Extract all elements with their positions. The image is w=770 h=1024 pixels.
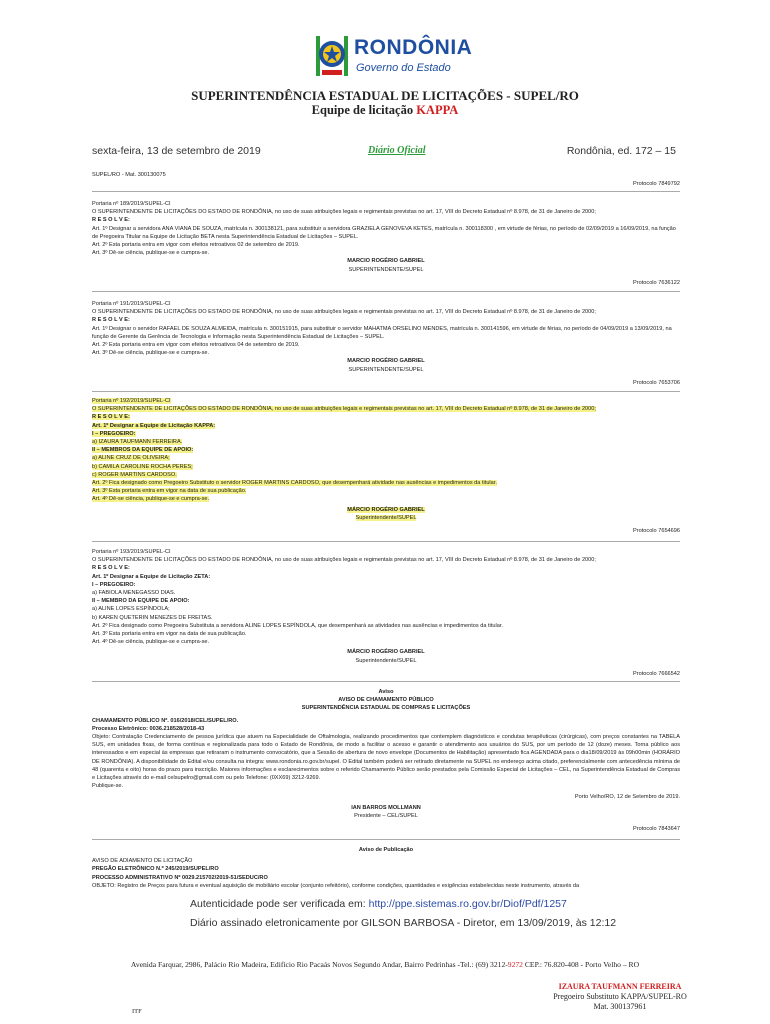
art4: Art. 4º Dê-se ciência, publique-se e cumpra-se. — [92, 496, 210, 503]
objeto: OBJETO: Registro de Preços para futura e eventual aquisição de mobiliário escolar (conjunto refeitório), conforme condições, quantidades e exigências estabelecidas neste instrumento, através da — [92, 882, 580, 889]
signature-role: Pregoeiro Substituto KAPPA/SUPEL-RO — [553, 992, 687, 1001]
page-initials: ITF — [132, 1008, 142, 1015]
signer-role: SUPERINTENDENTE/SUPEL — [348, 366, 424, 373]
pregao-number: PREGÃO ELETRÔNICO N.º 245/2019/SUPEL/RO — [92, 866, 219, 873]
art3: Art. 3º Esta portaria entra em vigor na data de sua publicação. — [92, 488, 247, 495]
divider — [92, 191, 680, 192]
portaria-number: Portaria nº 193/2019/SUPEL-CI — [92, 549, 171, 555]
signature-block — [500, 982, 740, 1012]
publique: Publique-se. — [92, 783, 124, 790]
art1: Art. 1º Designar a Equipe de Licitação KAPPA: — [92, 422, 216, 429]
portaria-number: Portaria nº 189/2019/SUPEL-CI — [92, 201, 171, 207]
preamble: O SUPERINTENDENTE DE LICITAÇÕES DO ESTADO DE RONDÔNIA, no uso de suas atribuições legais e regimentais previstas no art. 17, VIII do Decreto Estadual nº 8.978, de 31 de Janeiro de 2000; — [92, 557, 596, 564]
place-date: Porto Velho/RO, 12 de Setembro de 2019. — [574, 794, 680, 801]
pregoeiro-heading: I – PREGOEIRO: — [92, 430, 136, 437]
processo-number: PROCESSO ADMINISTRATIVO Nº 0029.215702/2019-51/SEDUC/RO — [92, 874, 268, 881]
signer: IAN BARROS MOLLMANN — [351, 804, 421, 811]
art3: Art. 3º Esta portaria entra em vigor na data de sua publicação. — [92, 631, 247, 638]
address-part-a: Avenida Farquar, 2986, Palácio Rio Madeira, Edifício Rio Pacaás Novos Segundo Andar, Bairro Pedrinhas -Tel.: (69) 3212- — [130, 960, 508, 969]
resolve: R E S O L V E: — [92, 565, 130, 572]
portaria-192-kappa — [92, 397, 680, 535]
preamble: O SUPERINTENDENTE DE LICITAÇÕES DO ESTADO DE RONDÔNIA, no uso de suas atribuições legais e regimentais previstas no art. 17, VIII do Decreto Estadual nº 8.978, de 31 de Janeiro de 2000; — [92, 309, 596, 316]
logo-name: RONDÔNIA — [354, 36, 473, 59]
pregoeiro: a) IZAURA TAUFMANN FERREIRA. — [92, 439, 183, 446]
portaria-number: Portaria nº 191/2019/SUPEL-CI — [92, 301, 171, 307]
portaria-189 — [92, 200, 680, 287]
art2: Art. 2º Fica designado como Pregoeira Substituta a servidora ALINE LOPES ESPÍNDOLA, que desempenhará as atividades nas ausências e impedimentos da titular. — [92, 622, 503, 629]
portaria-193-zeta — [92, 548, 680, 678]
signer-role: Superintendente/SUPEL — [355, 514, 417, 521]
doe-title: Diário Oficial — [368, 145, 426, 156]
subtitle-highlight: KAPPA — [416, 103, 459, 117]
protocol: Protocolo 7666542 — [633, 670, 680, 677]
membro-1: a) ALINE CRUZ DE OLIVEIRA; — [92, 455, 170, 462]
doe-origin: SUPEL/RO - Mat. 300130075 — [92, 172, 166, 178]
resolve: R E S O L V E: — [92, 414, 130, 421]
signer-role: Presidente – CEL/SUPEL — [354, 812, 418, 819]
portaria-191 — [92, 300, 680, 387]
membro-2: b) CAMILA CAROLINE ROCHA PERES; — [92, 463, 193, 470]
signature-name: IZAURA TAUFMANN FERREIRA — [558, 982, 682, 991]
objeto: Objeto: Contratação Credenciamento de pessoa jurídica que atuem na Especialidade de Oftalmologia, realizando procedimentos que contemplem diagnósticos e condutas terapêuticas (cirúrgicas), com preços constantes na TABELA SUS, em unidades fixas, de forma contínua e regionalizada para todo o Estado de Rondônia, de modo a facilitar o acesso e garantir o atendimento aos usuários do SUS, por um período de 12 (doze) meses. Torna público aos interessados e em especial às empresas que retiraram o instrumento convocatório, que a Sessão de abertura de novo envelope (Documentos de Habilitação) apresentado fica AGENDADA para o dia18/09/2019 às 09h00min (HORÁRIO DE RONDÔNIA). A disponibilidade do Edital e/ou consulta na integra: www.rondonia.ro.gov.br/supel. O Edital também poderá ser retirado diretamente na SUPEL no endereço acima citado, preferencialmente com antecedência mínima de 48 (quarenta e oito) horas do prazo para inscrição. Maiores informações e esclarecimentos sobre o referido Chamamento Público serão prestados pela Comissão Especial de Licitações – CEL, na Superintendência Estadual de Compras e Licitações através do e-mail celsupelro@gmail.com ou pelo Telefone: (0XX69) 3212-9269. — [92, 734, 680, 782]
pregoeiro: a) FABIOLA MENEGASSO DIAS. — [92, 590, 176, 597]
logo — [314, 32, 473, 82]
resolve: R E S O L V E: — [92, 317, 130, 324]
membro-3: c) ROGER MARTINS CARDOSO. — [92, 471, 177, 478]
address-part-b: CEP.: 76.820-408 - Porto Velho – RO — [522, 960, 640, 969]
art2: Art. 2º Esta portaria entra em vigor com efeitos retroativos 02 de setembro de 2019. — [92, 242, 300, 249]
divider — [92, 839, 680, 840]
art4: Art. 4º Dê-se ciência, publique-se e cumpra-se. — [92, 639, 210, 646]
art1: Art. 1º Designar o servidor RAFAEL DE SOUZA ALMEIDA, matrícula n. 300151915, para substituir o servidor MAHATMA ORSELINO MENDES, matrícula n. 300141596, em virtude de férias, no período de 04/09/2019 a 13/09/2019, na função de Gerente da Gerência de Tecnologia e Informação nesta Superintendência Estadual de Licitações – SUPEL. — [92, 325, 672, 340]
page-subtitle — [0, 103, 770, 118]
art2: Art. 2º Fica designado como Pregoeiro Substituto o servidor ROGER MARTINS CARDOSO, que desempenhará atividade nas ausências e impedimentos da titular. — [92, 480, 497, 487]
protocol: Protocolo 7636122 — [633, 279, 680, 286]
aviso-publicacao — [92, 846, 680, 890]
authenticity-line — [190, 898, 567, 910]
art2: Art. 2º Esta portaria entra em vigor com efeitos retroativos 04 de setembro de 2019. — [92, 342, 300, 349]
doe-date: sexta-feira, 13 de setembro de 2019 — [92, 145, 261, 157]
signature-mat: Mat. 300137961 — [593, 1002, 647, 1011]
membro-heading: II – MEMBRO DA EQUIPE DE APOIO: — [92, 598, 190, 605]
footer-address — [0, 960, 770, 969]
authenticity-link[interactable]: http://ppe.sistemas.ro.gov.br/Diof/Pdf/1257 — [368, 898, 567, 910]
divider — [92, 681, 680, 682]
signer: MARCIO ROGÉRIO GABRIEL — [347, 258, 425, 265]
signer: MÁRCIO ROGÉRIO GABRIEL — [347, 649, 425, 656]
signer-role: Superintendente/SUPEL — [355, 657, 417, 664]
protocol: Protocolo 7654696 — [633, 528, 680, 535]
signer-role: SUPERINTENDENTE/SUPEL — [348, 266, 424, 273]
art1: Art. 1º Designar a servidora ANA VIANA DE SOUZA, matrícula n. 300138121, para substituir a servidora GRAZIELA GENOVEVA KETES, matrícula n. 300118300 , em virtude de férias, no período de 02/09/2019 a 16/09/2019, na função de Pregoeira Titular na Equipe de Licitação BETA nesta Superintendência Estadual de Licitações – SUPEL. — [92, 225, 676, 240]
portaria-number: Portaria nº 192/2019/SUPEL-CI — [92, 398, 171, 404]
art3: Art. 3º Dê-se ciência, publique-se e cumpra-se. — [92, 250, 210, 257]
art3: Art. 3º Dê-se ciência, publique-se e cumpra-se. — [92, 350, 210, 357]
doe-edition: Rondônia, ed. 172 – 15 — [566, 145, 676, 157]
protocol-top: Protocolo 7849792 — [633, 181, 680, 187]
aviso-heading: Aviso — [378, 689, 394, 695]
aviso-adiamento: AVISO DE ADIAMENTO DE LICITAÇÃO — [92, 858, 193, 865]
membro-2: b) KAREN QUETERIN MENEZES DE FREITAS. — [92, 614, 213, 621]
chamamento: CHAMAMENTO PÚBLICO Nº. 016/2018/CEL/SUPEL/RO. — [92, 717, 239, 724]
aviso-publicacao-title: Aviso de Publicação — [358, 847, 414, 853]
authenticity-prefix: Autenticidade pode ser verificada em: — [190, 898, 369, 910]
aviso-org: SUPERINTENDÊNCIA ESTADUAL DE COMPRAS E LICITAÇÕES — [301, 705, 471, 712]
address-phone-red: 9272 — [507, 960, 523, 969]
page-title: SUPERINTENDÊNCIA ESTADUAL DE LICITAÇÕES - SUPEL/RO — [191, 88, 579, 103]
signed-by-line: Diário assinado eletronicamente por GILSON BARBOSA - Diretor, em 13/09/2019, às 12:12 — [190, 917, 617, 929]
signer: MARCIO ROGÉRIO GABRIEL — [347, 358, 425, 365]
art1: Art. 1º Designar a Equipe de Licitação ZETA: — [92, 573, 211, 580]
preamble: O SUPERINTENDENTE DE LICITAÇÕES DO ESTADO DE RONDÔNIA, no uso de suas atribuições legais e regimentais previstas no art. 17, VIII do Decreto Estadual nº 8.978, de 31 de Janeiro de 2000; — [92, 406, 596, 413]
processo: Processo Eletrônico: 0036.218528/2018-43 — [92, 725, 205, 732]
divider — [92, 291, 680, 292]
divider — [92, 541, 680, 542]
logo-sub: Governo do Estado — [356, 62, 451, 74]
signer: MÁRCIO ROGÉRIO GABRIEL — [347, 506, 425, 513]
aviso-title: AVISO DE CHAMAMENTO PÚBLICO — [338, 697, 434, 704]
protocol: Protocolo 7843647 — [633, 826, 680, 833]
membros-heading: II – MEMBROS DA EQUIPE DE APOIO: — [92, 447, 194, 454]
resolve: R E S O L V E: — [92, 217, 130, 224]
divider — [92, 391, 680, 392]
subtitle-prefix: Equipe de licitação — [311, 103, 417, 117]
membro-1: a) ALINE LOPES ESPÍNDOLA; — [92, 606, 170, 613]
rondonia-coat-of-arms-icon — [314, 32, 350, 80]
preamble: O SUPERINTENDENTE DE LICITAÇÕES DO ESTADO DE RONDÔNIA, no uso de suas atribuições legais e regimentais previstas no art. 17, VIII do Decreto Estadual nº 8.978, de 31 de Janeiro de 2000; — [92, 209, 596, 216]
protocol: Protocolo 7653706 — [633, 379, 680, 386]
pregoeiro-heading: I – PREGOEIRO: — [92, 581, 136, 588]
aviso-chamamento — [92, 688, 680, 833]
